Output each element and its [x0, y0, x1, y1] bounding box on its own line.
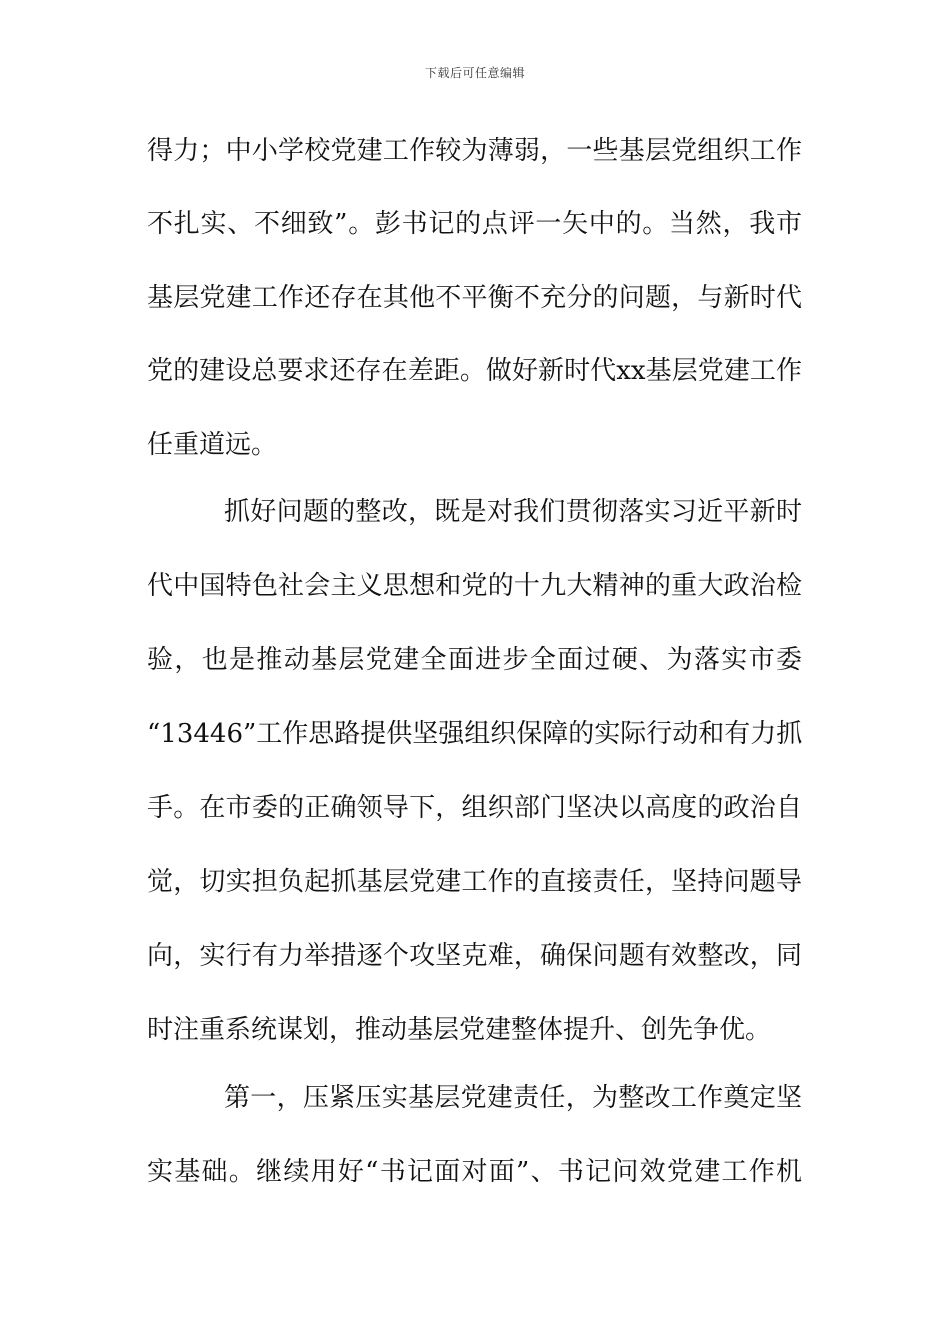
body-text-line: 向，实行有力举措逐个攻坚克难，确保问题有效整改，同	[147, 941, 802, 971]
page-header-note: 下载后可任意编辑	[424, 66, 525, 80]
body-text-line: 验，也是推动基层党建全面进步全面过硬、为落实市委	[147, 645, 802, 675]
paragraph-first-line: 第一，压紧压实基层党建责任，为整改工作奠定坚	[224, 1083, 802, 1113]
body-text-line: 基层党建工作还存在其他不平衡不充分的问题，与新时代	[147, 283, 802, 313]
body-text-line: 觉，切实担负起抓基层党建工作的直接责任，坚持问题导	[147, 867, 802, 897]
body-text-line: 代中国特色社会主义思想和党的十九大精神的重大政治检	[147, 571, 802, 601]
body-text-line: 党的建设总要求还存在差距。做好新时代xx基层党建工作	[147, 356, 802, 386]
paragraph-first-line: 抓好问题的整改，既是对我们贯彻落实习近平新时	[224, 497, 802, 527]
body-text-line: 手。在市委的正确领导下，组织部门坚决以高度的政治自	[147, 793, 802, 823]
body-text-line: 时注重系统谋划，推动基层党建整体提升、创先争优。	[147, 1015, 772, 1045]
body-text-line: 不扎实、不细致”。彭书记的点评一矢中的。当然，我市	[147, 209, 802, 239]
body-text-line: 任重道远。	[147, 430, 278, 460]
body-text-line: 实基础。继续用好“书记面对面”、书记问效党建工作机	[147, 1157, 802, 1187]
body-text-line: 得力；中小学校党建工作较为薄弱，一些基层党组织工作	[147, 136, 802, 166]
body-text-line: “13446”工作思路提供坚强组织保障的实际行动和有力抓	[147, 719, 803, 749]
